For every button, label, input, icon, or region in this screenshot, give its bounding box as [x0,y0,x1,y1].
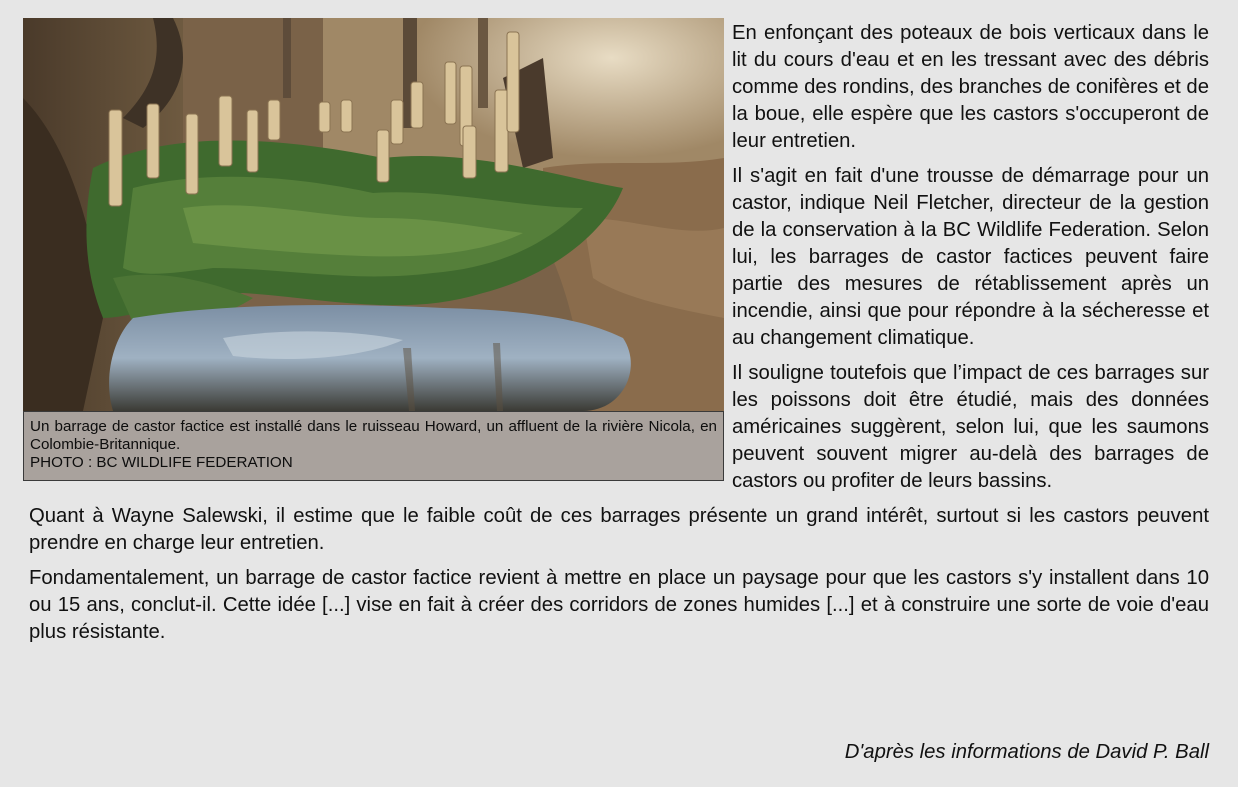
paragraph-5: Fondamentalement, un barrage de castor factice revient à mettre en place un paysage pour que les castors s'y installent dans 10 ou 15 ans, conclut-il. Cette idée [...] vise en fait à créer des corridors de zones humides [...] et à construire une sorte de voie d'eau plus résistante. [29,567,1209,643]
paragraph-2: Il s'agit en fait d'une trousse de démarrage pour un castor, indique Neil Fletcher, directeur de la gestion de la conservation à la BC Wildlife Federation. Selon lui, les barrages de castor factices peuvent faire partie des mesures de rétablissement après un incendie, ainsi que pour répondre à la sécheresse et au changement climatique. [732,165,1209,349]
paragraph-4: Quant à Wayne Salewski, il estime que le faible coût de ces barrages présente un grand intérêt, surtout si les castors peuvent prendre en charge leur entretien. [29,505,1209,554]
photo-credit: PHOTO : BC WILDLIFE FEDERATION [30,454,293,471]
paragraph-1: En enfonçant des poteaux de bois verticaux dans le lit du cours d'eau et en les tressant avec des débris comme des rondins, des branches de conifères et de la boue, elle espère que les castors s'occuperont de leur entretien. [732,22,1209,152]
photo-caption [23,411,724,481]
paragraph-3: Il souligne toutefois que l’impact de ces barrages sur les poissons doit être étudié, mais des données américaines suggèrent, selon lui, que les saumons peuvent souvent migrer au-delà des barrages de castors ou profiter de leurs bassins. [732,362,1209,492]
beaver-dam-photo-icon [23,18,724,411]
article [29,20,1209,654]
byline: D'après les informations de David P. Ball [844,741,1209,763]
caption-text: Un barrage de castor factice est installé dans le ruisseau Howard, un affluent de la rivière Nicola, en Colombie-Britannique. [30,418,717,453]
photo-figure [23,18,724,481]
